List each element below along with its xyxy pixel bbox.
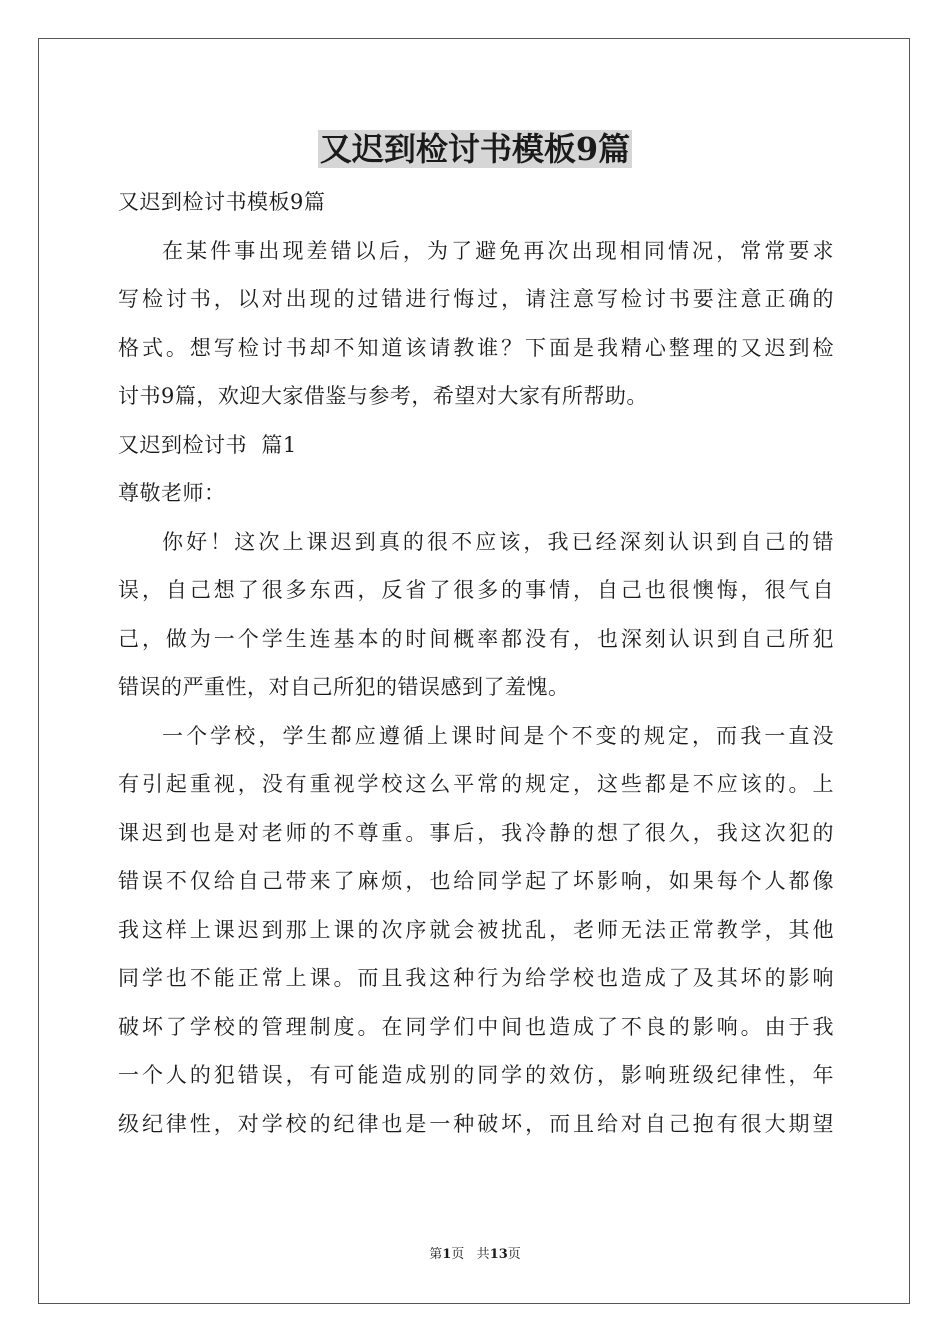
page-label-prefix: 第 — [429, 1247, 443, 1262]
paragraph-line: 我这样上课迟到那上课的次序就会被扰乱，老师无法正常教学，其他 — [118, 917, 834, 942]
paragraph-line: 一个人的犯错误，有可能造成别的同学的效仿，影响班级纪律性，年 — [118, 1063, 834, 1087]
paragraph-line: 错误不仅给自己带来了麻烦，也给同学起了坏影响，如果每个人都像 — [118, 869, 834, 893]
total-label-prefix: 共 — [476, 1247, 490, 1262]
paragraph-line: 一个学校，学生都应遵循上课时间是个不变的规定，而我一直没 — [162, 723, 834, 748]
total-pages: 13 — [489, 1247, 508, 1262]
subtitle-line: 又迟到检讨书模板9篇 — [118, 190, 326, 214]
intro-line: 写检讨书，以对出现的过错进行悔过，请注意写检讨书要注意正确的 — [118, 287, 834, 311]
page-footer — [0, 1246, 950, 1264]
paragraph-line: 同学也不能正常上课。而且我这种行为给学校也造成了及其坏的影响 — [118, 966, 834, 990]
paragraph-line: 己，做为一个学生连基本的时间概率都没有，也深刻认识到自己所犯 — [118, 626, 834, 651]
document-title-text: 又迟到检讨书模板9篇 — [319, 130, 631, 168]
page-label-suffix: 页 — [451, 1247, 465, 1262]
document-body — [118, 178, 834, 1148]
document-title — [0, 126, 950, 172]
paragraph-line: 有引起重视，没有重视学校这么平常的规定，这些都是不应该的。上 — [118, 772, 834, 796]
paragraph-line: 误，自己想了很多东西，反省了很多的事情，自己也很懊悔，很气自 — [118, 578, 834, 602]
salutation: 尊敬老师： — [118, 481, 226, 505]
intro-line: 讨书9篇，欢迎大家借鉴与参考，希望对大家有所帮助。 — [118, 384, 648, 408]
paragraph-line: 级纪律性，对学校的纪律也是一种破坏，而且给对自己抱有很大期望 — [118, 1111, 834, 1136]
paragraph-line: 你好！这次上课迟到真的很不应该，我已经深刻认识到自己的错 — [162, 529, 834, 554]
page-number: 1 — [442, 1247, 452, 1262]
intro-line: 在某件事出现差错以后，为了避免再次出现相同情况，常常要求 — [162, 238, 834, 263]
paragraph-line: 破坏了学校的管理制度。在同学们中间也造成了不良的影响。由于我 — [118, 1014, 834, 1039]
paragraph-line: 课迟到也是对老师的不尊重。事后，我冷静的想了很久，我这次犯的 — [118, 820, 834, 845]
paragraph-line: 错误的严重性，对自己所犯的错误感到了羞愧。 — [118, 675, 570, 699]
section-heading: 又迟到检讨书 篇1 — [118, 432, 297, 457]
total-label-suffix: 页 — [507, 1247, 521, 1262]
intro-line: 格式。想写检讨书却不知道该请教谁？下面是我精心整理的又迟到检 — [118, 335, 834, 360]
